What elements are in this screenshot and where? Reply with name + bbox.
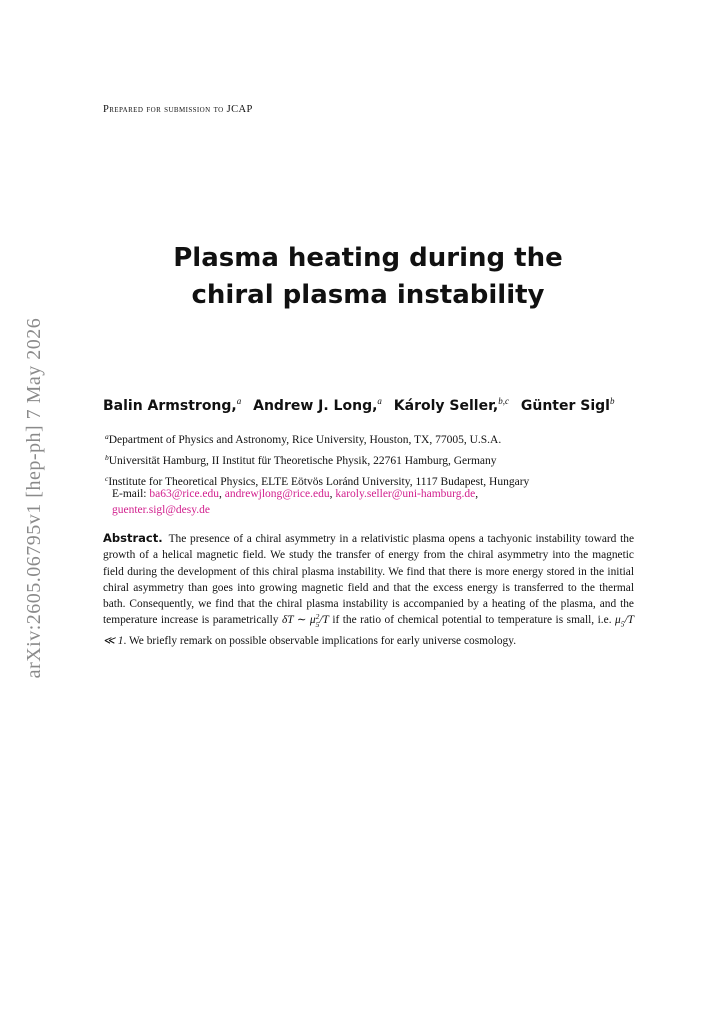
formula: $\mu_5/T$ ≪ 1 xyxy=(103,614,634,648)
author-name: Károly Seller, xyxy=(393,398,499,414)
abstract-heading: Abstract. xyxy=(103,531,163,545)
submission-note: Prepared for submission to JCAP xyxy=(103,104,253,115)
affiliation-text: Universität Hamburg, II Institut für Theoretische Physik, 22761 Hamburg, Germany xyxy=(108,455,497,467)
abstract-text: . We briefly remark on possible observable implications for early universe cosmology. xyxy=(123,635,517,648)
email-link[interactable]: guenter.sigl@desy.de xyxy=(112,504,210,516)
affiliations xyxy=(105,428,645,491)
author-affil-mark: b,c xyxy=(498,396,509,406)
email-block xyxy=(112,486,632,518)
formula: δT ∼ μ 2 5 /T xyxy=(281,611,329,629)
author xyxy=(521,398,615,414)
affiliation-mark: c xyxy=(105,474,109,483)
email-label: E-mail: xyxy=(112,488,150,500)
email-separator: , xyxy=(475,488,479,500)
author-affil-mark: b xyxy=(609,396,615,406)
title-line-1: Plasma heating during the xyxy=(173,243,563,273)
affiliation-text: Department of Physics and Astronomy, Rice University, Houston, TX, 77005, U.S.A. xyxy=(108,434,502,446)
affiliation-text: Institute for Theoretical Physics, ELTE Eötvös Loránd University, 1117 Budapest, Hungary xyxy=(108,476,530,488)
author xyxy=(103,398,241,414)
author-name: Andrew J. Long, xyxy=(253,398,378,414)
email-separator: , xyxy=(219,488,225,500)
email-separator: , xyxy=(329,488,336,500)
email-link[interactable]: ba63@rice.edu xyxy=(149,488,220,500)
author xyxy=(253,398,382,414)
author-name: Balin Armstrong, xyxy=(103,398,237,414)
abstract xyxy=(103,530,634,649)
affiliation xyxy=(105,449,645,470)
abstract-text: if the ratio of chemical potential to temperature is small, i.e. xyxy=(328,614,616,627)
author-list xyxy=(103,396,643,414)
author xyxy=(394,398,509,414)
author-affil-mark: a xyxy=(236,396,242,406)
author-affil-mark: a xyxy=(377,396,382,406)
author-name: Günter Sigl xyxy=(520,398,610,414)
affiliation-mark: a xyxy=(105,432,109,441)
email-link[interactable]: andrewjlong@rice.edu xyxy=(224,488,330,500)
email-link[interactable]: karoly.seller@uni-hamburg.de xyxy=(335,488,476,500)
affiliation-mark: b xyxy=(105,453,109,462)
arxiv-identifier[interactable]: arXiv:2605.06795v1 [hep-ph] 7 May 2026 xyxy=(23,317,45,679)
affiliation xyxy=(105,428,645,449)
title-line-2: chiral plasma instability xyxy=(191,280,545,310)
abstract-text: The presence of a chiral asymmetry in a relativistic plasma opens a tachyonic instability toward the growth of a helical magnetic field. We study the transfer of energy from the chiral asymmetry into the magnetic field during the development of this chiral plasma instability. We find that there is more energy stored in the initial chiral asymmetry than goes into growing magnetic field and that the excess energy is transferred to the thermal bath. Consequently, we find that the chiral plasma instability is accompanied by a heating of the plasma, and the temperature increase is parametrically xyxy=(103,533,634,627)
paper-title xyxy=(103,240,633,314)
